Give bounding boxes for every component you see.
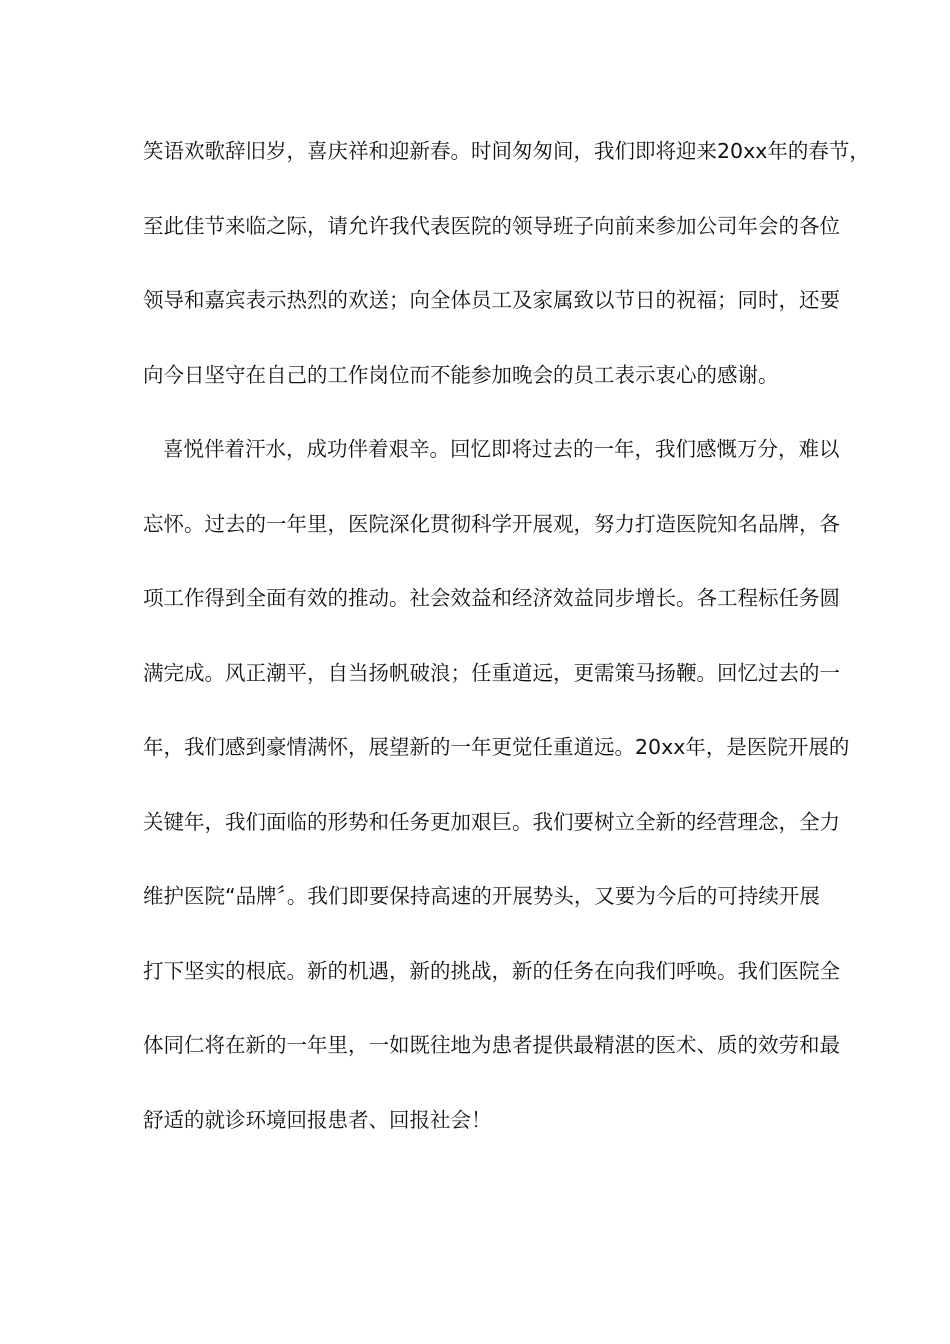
paragraph-2-line-4: 满完成。风正潮平，自当扬帆破浪；任重道远，更需策马扬鞭。回忆过去的一 xyxy=(143,660,840,685)
paragraph-1-line-2: 至此佳节来临之际，请允许我代表医院的领导班子向前来参加公司年会的各位 xyxy=(143,213,840,238)
paragraph-1-line-3: 领导和嘉宾表示热烈的欢送；向全体员工及家属致以节日的祝福；同时，还要 xyxy=(143,288,840,312)
paragraph-2-line-8: 打下坚实的根底。新的机遇，新的挑战，新的任务在向我们呼唤。我们医院全 xyxy=(143,958,840,983)
document-body xyxy=(143,132,870,1175)
paragraph-2-line-9: 体同仁将在新的一年里，一如既往地为患者提供最精湛的医术、质的效劳和最 xyxy=(143,1033,840,1057)
paragraph-1-line-4: 向今日坚守在自己的工作岗位而不能参加晚会的员工表示衷心的感谢。 xyxy=(143,362,779,387)
paragraph-2-line-5: 年，我们感到豪情满怀，展望新的一年更觉任重道远。20xx年，是医院开展的 xyxy=(143,735,850,759)
paragraph-1-line-1: 笑语欢歌辞旧岁，喜庆祥和迎新春。时间匆匆间，我们即将迎来20xx年的春节， xyxy=(143,139,870,163)
paragraph-2-line-10: 舒适的就诊环境回报患者、回报社会！ xyxy=(143,1107,492,1132)
paragraph-2-line-2: 忘怀。过去的一年里，医院深化贯彻科学开展观，努力打造医院知名品牌，各 xyxy=(143,511,840,536)
paragraph-2-line-6: 关键年，我们面临的形势和任务更加艰巨。我们要树立全新的经营理念，全力 xyxy=(143,809,840,834)
paragraph-2-line-3: 项工作得到全面有效的推动。社会效益和经济效益同步增长。各工程标任务圆 xyxy=(143,586,840,610)
paragraph-2-line-1: 喜悦伴着汗水，成功伴着艰辛。回忆即将过去的一年，我们感慨万分，难以 xyxy=(163,437,840,461)
paragraph-2-line-7: 维护医院“品牌〞。我们即要保持高速的开展势头，又要为今后的可持续开展 xyxy=(143,884,820,908)
